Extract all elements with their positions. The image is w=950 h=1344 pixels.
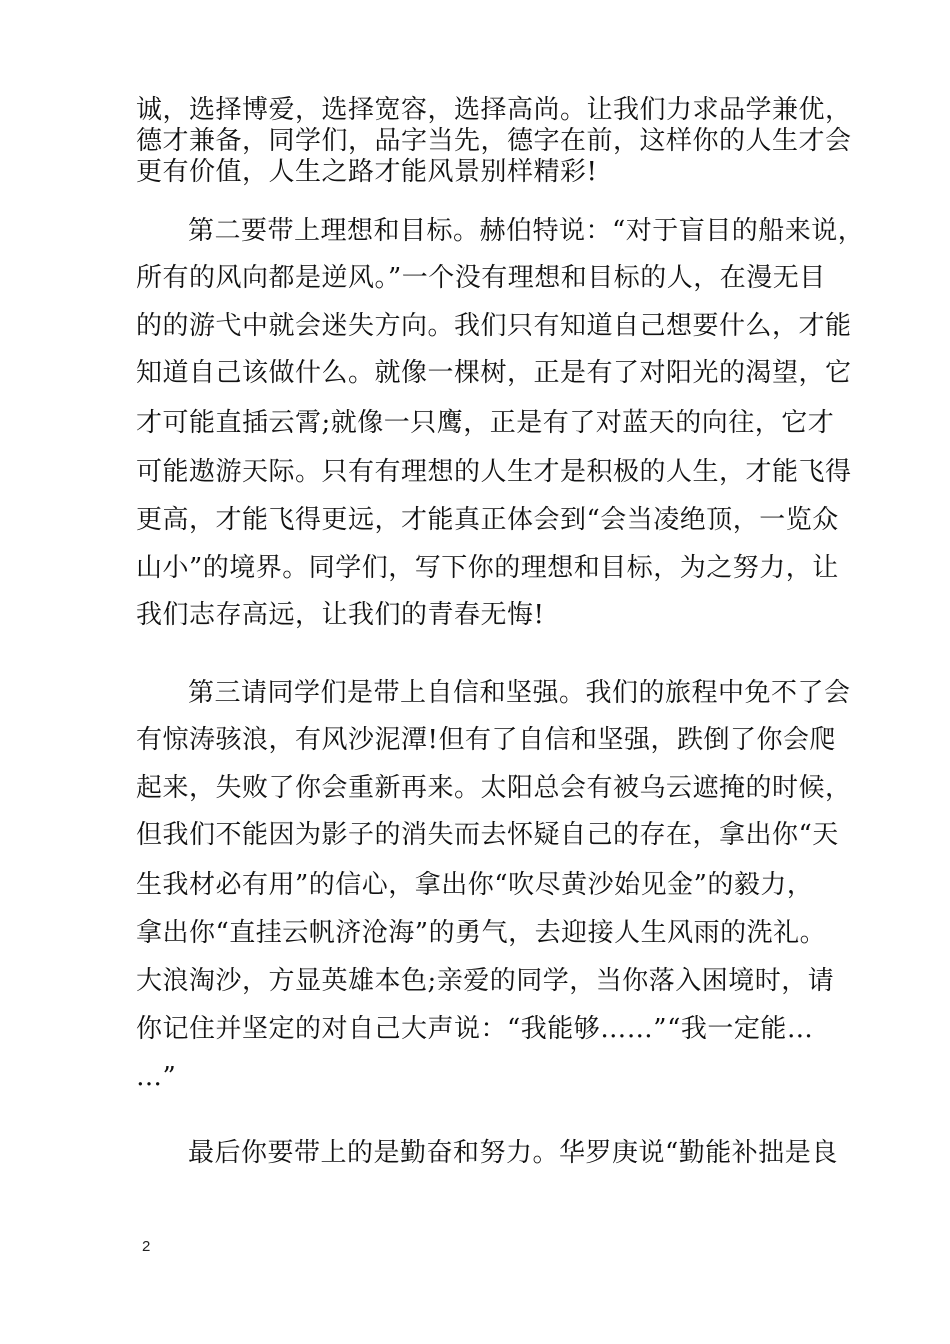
- text-line: 但我们不能因为影子的消失而去怀疑自己的存在，拿出你“天: [136, 820, 839, 850]
- text-line: 有惊涛骇浪，有风沙泥潭!但有了自信和坚强，跌倒了你会爬: [136, 725, 836, 755]
- text-line: 可能遨游天际。只有有理想的人生才是积极的人生，才能飞得: [136, 457, 852, 487]
- text-line: 拿出你“直挂云帆济沧海”的勇气，去迎接人生风雨的洗礼。: [136, 918, 827, 948]
- text-line: 才可能直插云霄;就像一只鹰，正是有了对蓝天的向往，它才: [136, 408, 835, 438]
- text-line: 更有价值，人生之路才能风景别样精彩!: [136, 157, 598, 187]
- text-line: 第三请同学们是带上自信和坚强。我们的旅程中免不了会: [188, 678, 851, 708]
- text-line: 我们志存高远，让我们的青春无悔!: [136, 600, 545, 630]
- text-line: 更高，才能飞得更远，才能真正体会到“会当凌绝顶，一览众: [136, 505, 839, 535]
- text-line: 起来，失败了你会重新再来。太阳总会有被乌云遮掩的时候，: [136, 773, 852, 803]
- text-line: 德才兼备，同学们，品字当先，德字在前，这样你的人生才会: [136, 126, 852, 156]
- text-line: 你记住并坚定的对自己大声说：“我能够……”“我一定能…: [136, 1014, 814, 1044]
- text-line: …”: [136, 1062, 177, 1092]
- text-line: 知道自己该做什么。就像一棵树，正是有了对阳光的渴望，它: [136, 358, 852, 388]
- text-line: 所有的风向都是逆风。”一个没有理想和目标的人，在漫无目: [136, 263, 826, 293]
- text-line: 山小”的境界。同学们，写下你的理想和目标，为之努力，让: [136, 553, 839, 583]
- text-line: 生我材必有用”的信心，拿出你“吹尽黄沙始见金”的毅力，: [136, 870, 814, 900]
- text-line: 最后你要带上的是勤奋和努力。华罗庚说“勤能补拙是良: [188, 1138, 838, 1168]
- page-number: 2: [142, 1238, 151, 1255]
- text-line: 的的游弋中就会迷失方向。我们只有知道自己想要什么，才能: [136, 311, 852, 341]
- text-line: 第二要带上理想和目标。赫伯特说：“对于盲目的船来说，: [188, 216, 865, 246]
- text-line: 诚，选择博爱，选择宽容，选择高尚。让我们力求品学兼优，: [136, 95, 852, 125]
- text-line: 大浪淘沙，方显英雄本色;亲爱的同学，当你落入困境时，请: [136, 966, 835, 996]
